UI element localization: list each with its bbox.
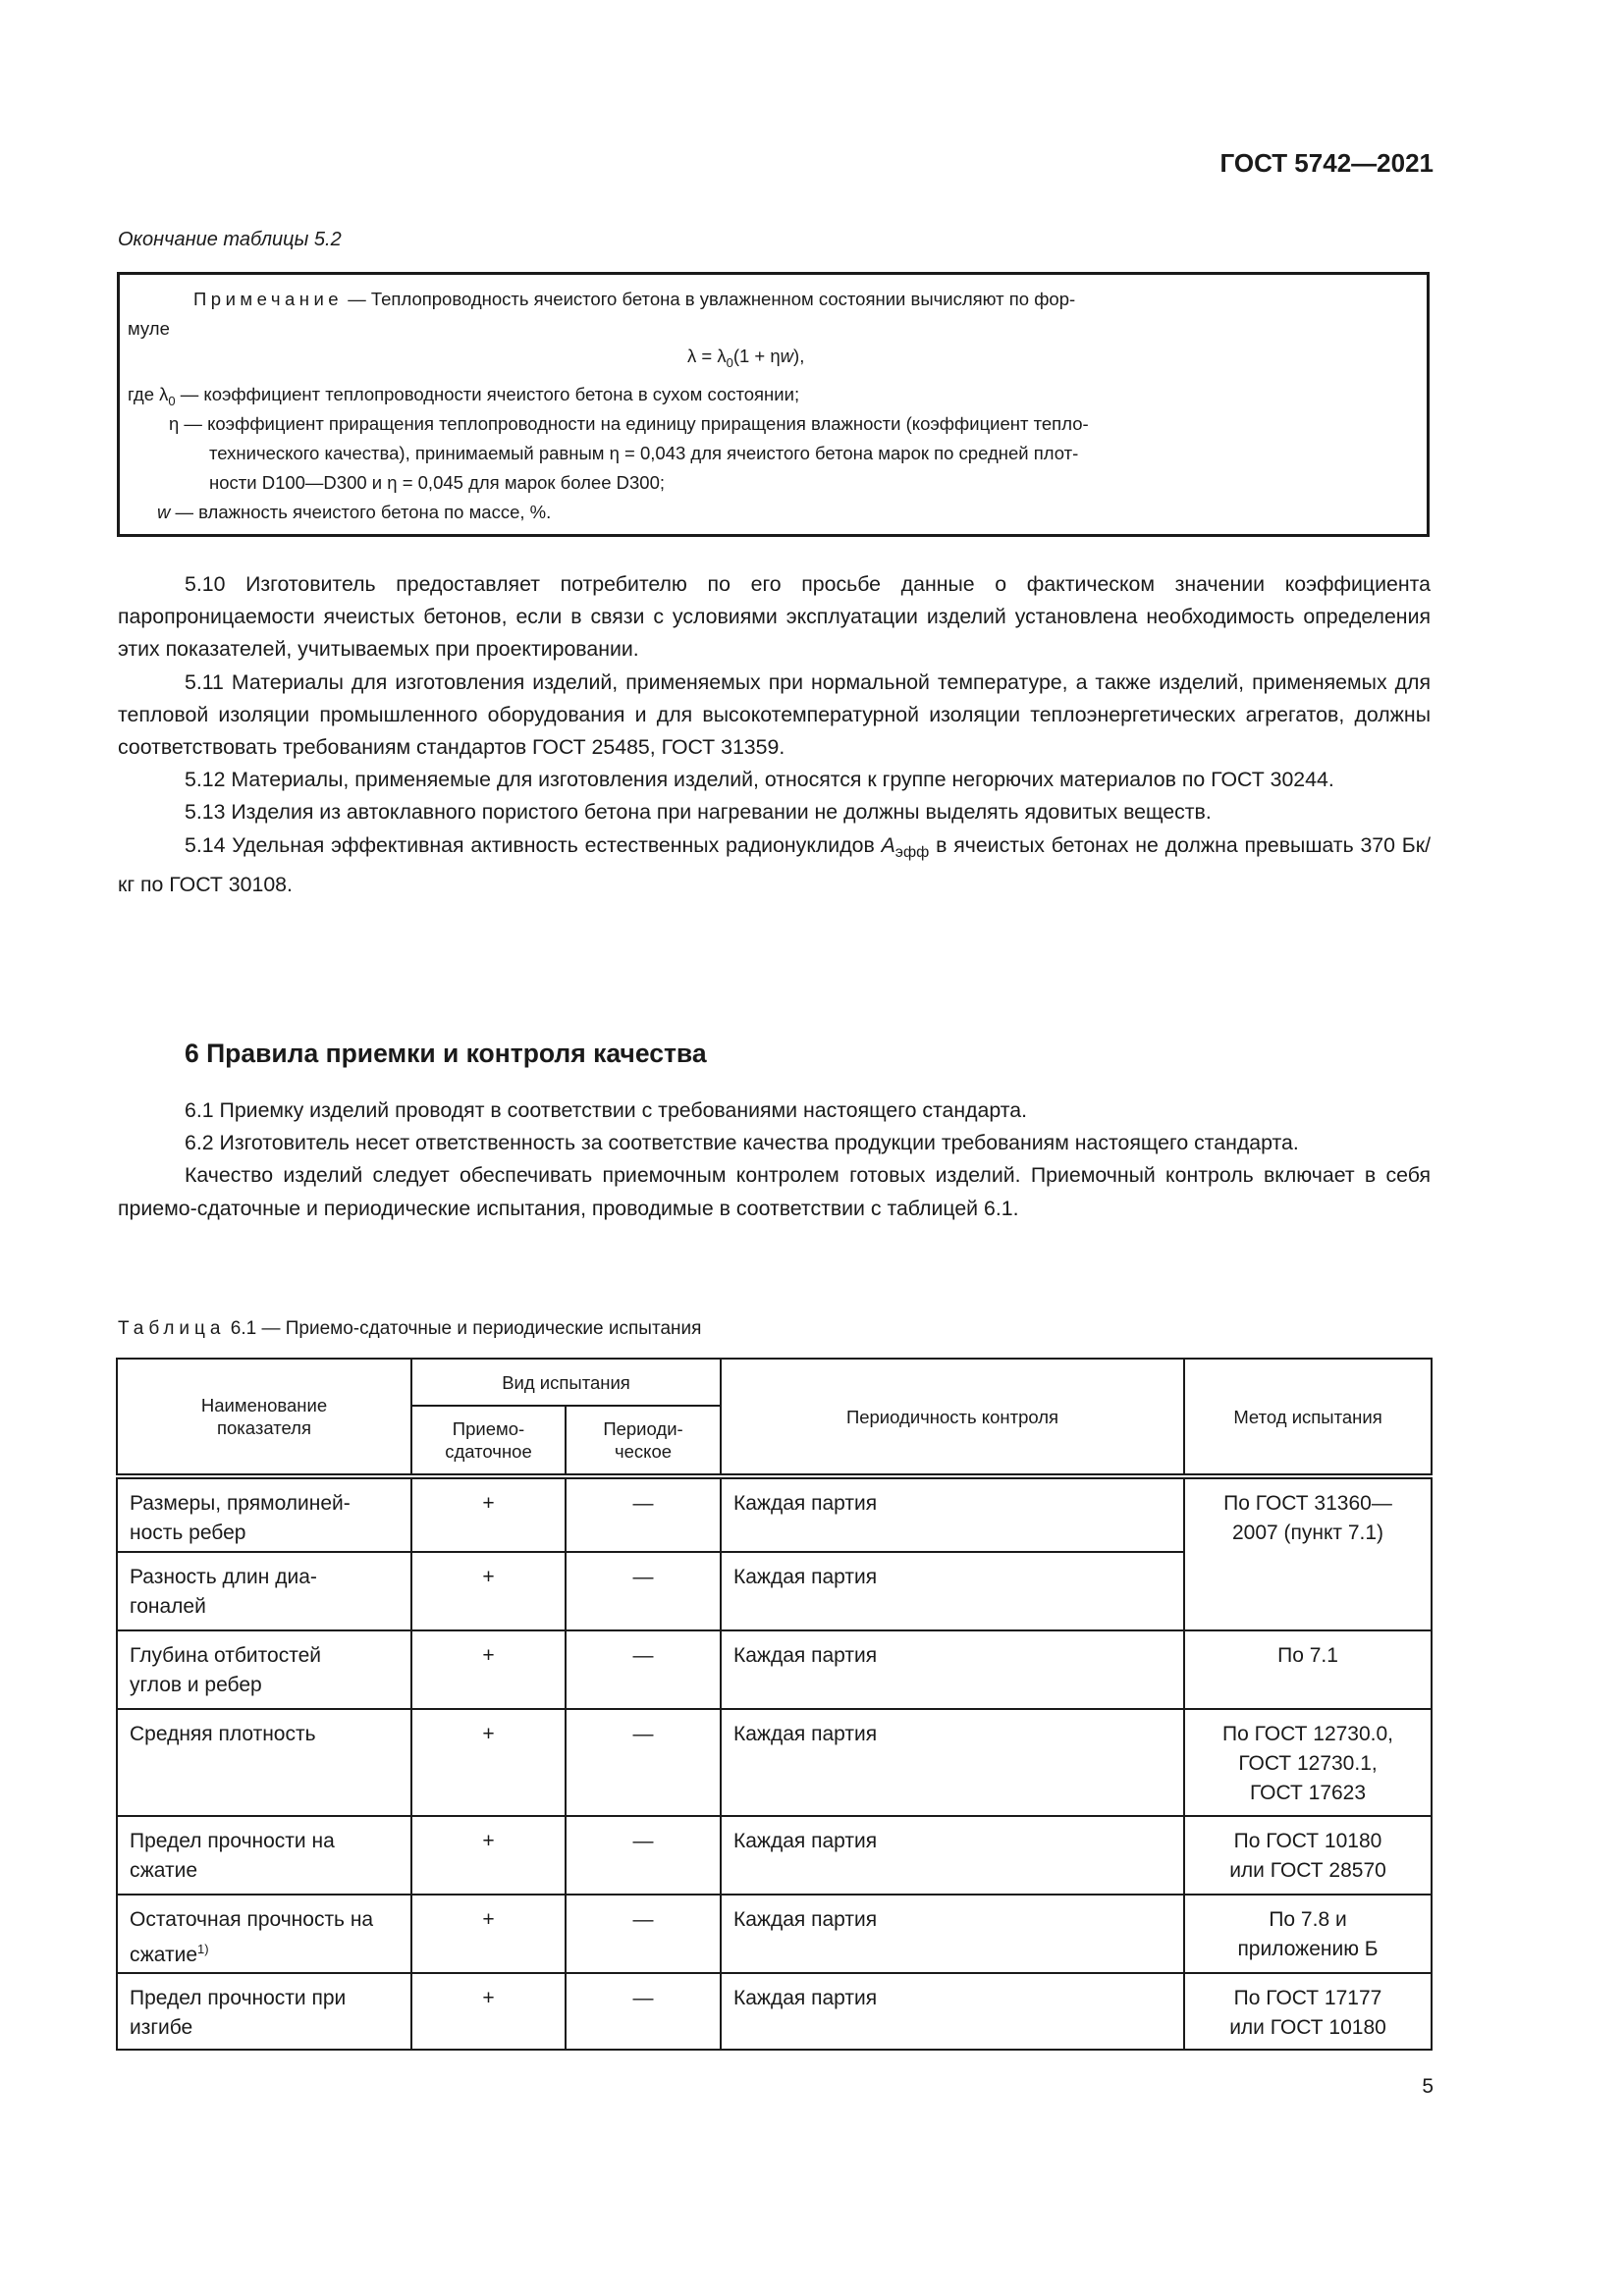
cell-method: По ГОСТ 31360—2007 (пункт 7.1) [1184,1476,1432,1630]
cell-frequency: Каждая партия [721,1895,1184,1973]
header-indicator-name: Наименование показателя [117,1359,411,1476]
note-def-eta-cont-2: ности D100—D300 и η = 0,045 для марок более D300; [209,472,665,493]
table-continuation-label: Окончание таблицы 5.2 [118,229,342,250]
cell-name: Предел прочности при изгибе [117,1973,411,2050]
cell-name: Остаточная прочность на сжатие$^{1)}$ [117,1895,411,1973]
paragraph-5-12: 5.12 Материалы, применяемые для изготовления изделий, относятся к группе негорючих материалов по ГОСТ 30244. [185,768,1334,792]
table-caption [118,1316,701,1342]
cell-acceptance: + [411,1973,566,2050]
table-row [117,1630,1432,1709]
note-formula: $\lambda = \lambda_0(1 + \eta w)$, [687,346,805,370]
cell-acceptance: + [411,1552,566,1630]
cell-periodic: — [566,1816,721,1895]
paragraph-5-10: 5.10 Изготовитель предоставляет потребителю по его просьбе данные о фактическом значении коэффициента паропроницаемости ячеистых бетонов, если в связи с условиями эксплуатации изделий установлена необходимость определения этих показателей, учитываемых при проектировании. [118,572,1431,662]
cell-method: По ГОСТ 12730.0, ГОСТ 12730.1, ГОСТ 17623 [1184,1709,1432,1816]
cell-name: Разность длин диа-гоналей [117,1552,411,1630]
table-caption-text: 6.1 — Приемо-сдаточные и периодические испытания [230,1318,702,1339]
note-label: Примечание [193,289,344,309]
cell-method: По ГОСТ 10180 или ГОСТ 28570 [1184,1816,1432,1895]
cell-name: Средняя плотность [117,1709,411,1816]
table-row [117,1973,1432,2050]
cell-periodic: — [566,1709,721,1816]
cell-periodic: — [566,1973,721,2050]
note-text: — Теплопроводность ячеистого бетона в увлажненном состоянии вычисляют по фор- [348,289,1076,309]
cell-method: По ГОСТ 17177 или ГОСТ 10180 [1184,1973,1432,2050]
cell-frequency: Каждая партия [721,1476,1184,1552]
cell-acceptance: + [411,1816,566,1895]
cell-method: По 7.1 [1184,1630,1432,1709]
cell-periodic: — [566,1630,721,1709]
table-caption-label: Таблица [118,1318,226,1339]
cell-method: По 7.8 и приложению Б [1184,1895,1432,1973]
table-row [117,1476,1432,1552]
cell-name: Предел прочности на сжатие [117,1816,411,1895]
note-def-eta-cont-1: технического качества), принимаемый равным η = 0,043 для ячеистого бетона марок по средней плот- [209,443,1079,463]
cell-frequency: Каждая партия [721,1816,1184,1895]
note-def-lambda0: где $\lambda_0$ — коэффициент теплопроводности ячеистого бетона в сухом состоянии; [128,384,800,408]
header-acceptance: Приемо-сдаточное [411,1406,566,1476]
table-row [117,1895,1432,1973]
note-def-eta: η — коэффициент приращения теплопроводности на единицу приращения влажности (коэффициент тепло- [169,413,1089,434]
table-row [117,1816,1432,1895]
cell-frequency: Каждая партия [721,1973,1184,2050]
footnote-marker: 1) [197,1942,209,1956]
header-test-type: Вид испытания [411,1359,721,1406]
page-number: 5 [1422,2075,1434,2098]
paragraph-6-quality: Качество изделий следует обеспечивать приемочным контролем готовых изделий. Приемочный контроль включает в себя приемо-сдаточные и периодические испытания, проводимые в соответствии с таблицей 6.1. [118,1163,1431,1220]
cell-acceptance: + [411,1476,566,1552]
cell-frequency: Каждая партия [721,1630,1184,1709]
cell-acceptance: + [411,1709,566,1816]
header-method: Метод испытания [1184,1359,1432,1476]
paragraph-5-11: 5.11 Материалы для изготовления изделий, применяемых при нормальной температуре, а также изделий, применяемых для тепловой изоляции промышленного оборудования и для высокотемпературной изоляции теплоэнергетических агрегатов, должны соответствовать требованиям стандартов ГОСТ 25485, ГОСТ 31359. [118,669,1431,760]
note-box [117,272,1430,537]
note-line-1 [193,285,1075,315]
acceptance-tests-table [116,1358,1433,2051]
paragraph-6-2: 6.2 Изготовитель несет ответственность за соответствие качества продукции требованиям настоящего стандарта. [185,1131,1299,1155]
cell-acceptance: + [411,1630,566,1709]
cell-name: Размеры, прямолиней-ность ребер [117,1476,411,1552]
paragraph-6-1: 6.1 Приемку изделий проводят в соответствии с требованиями настоящего стандарта. [185,1098,1028,1122]
header-frequency: Периодичность контроля [721,1359,1184,1476]
cell-frequency: Каждая партия [721,1552,1184,1630]
paragraph-5-13: 5.13 Изделия из автоклавного пористого бетона при нагревании не должны выделять ядовитых веществ. [185,800,1212,825]
cell-periodic: — [566,1895,721,1973]
cell-acceptance: + [411,1895,566,1973]
document-id-header: ГОСТ 5742—2021 [1219,148,1434,178]
note-def-w: w — влажность ячеистого бетона по массе, %. [157,502,552,522]
paragraph-5-14: 5.14 Удельная эффективная активность естественных радионуклидов $A_{эфф}$ в ячеистых бетонах не должна превышать 370 Бк/кг по ГОСТ 30108. [118,832,1431,896]
section-6-heading: 6 Правила приемки и контроля качества [185,1039,707,1068]
cell-periodic: — [566,1476,721,1552]
header-periodic: Периоди-ческое [566,1406,721,1476]
table-row [117,1709,1432,1816]
section-6-paragraphs [118,1095,1431,1225]
cell-name: Глубина отбитостей углов и ребер [117,1630,411,1709]
note-line-2: муле [128,318,170,339]
section-5-paragraphs [118,568,1431,901]
cell-periodic: — [566,1552,721,1630]
cell-frequency: Каждая партия [721,1709,1184,1816]
